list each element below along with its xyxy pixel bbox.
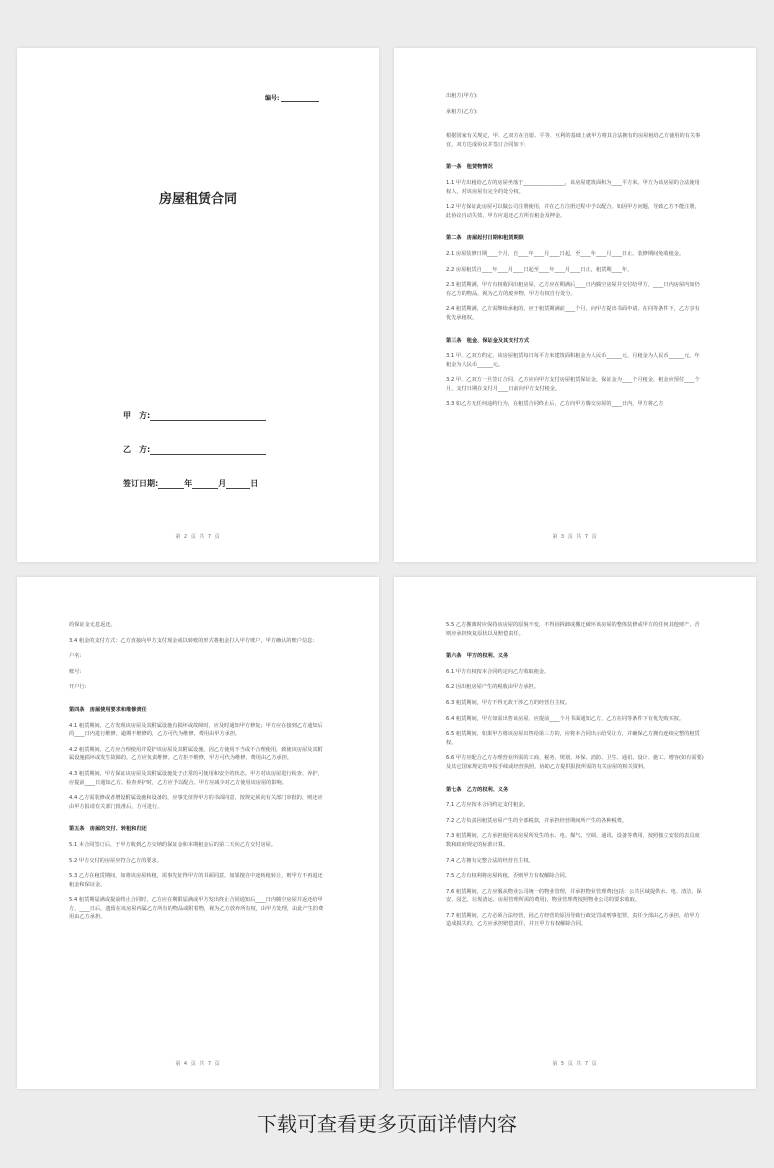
section-heading: 第六条 甲方的权利、义务: [446, 653, 509, 660]
paragraph: 5.5 乙方搬离时应保持该房屋的原貌不变，不得因拆卸或搬迁破坏该房屋的整体装修或甲方的任何其他财产，否则应承担恢复原状以及赔偿责任。: [446, 622, 700, 637]
paragraph: 户名:: [69, 653, 82, 660]
paragraph: 7.5 乙方有权利将房屋转租，否则甲方有权解除合同。: [446, 873, 571, 880]
serial-number-label: 编号:: [265, 95, 280, 102]
section-heading: 第七条 乙方的权利、义务: [446, 786, 509, 793]
serial-number-blank: [281, 101, 319, 102]
paragraph: 5.4 租赁期届满或提前终止合同时，乙方应在期限届满或甲方发出终止合同通知后____日内腾空房屋并返还给甲方，____日后，遗留在该房屋内属乙方所有的物品或附着物，视为乙方放弃所有权，由甲方处理，由此产生的费用由乙方承担。: [69, 897, 324, 921]
contract-page-3: [17, 577, 379, 1089]
sign-date-year: 年: [184, 479, 193, 488]
paragraph: 3.2 甲、乙双方一旦签订合同，乙方应向甲方支付房屋租赁保证金，保证金为____个月租金，租金应预付____个月，支付日期在支付月____日前向甲方支付租金。: [446, 377, 700, 392]
contract-page-4: [394, 577, 756, 1089]
page-number: 第 5 页 共 7 页: [552, 1061, 598, 1067]
section-heading: 第一条 租赁物情况: [446, 164, 493, 171]
party-b-signature: [123, 444, 266, 455]
paragraph: 2.3 租赁期满，甲方有权收回出租房屋，乙方应在期满后____日内腾空房屋并交付给甲方，____日内房屋内如仍有乙方的物品，视为乙方的废弃物，甲方有权自行处分。: [446, 282, 700, 297]
paragraph: 6.6 甲方应配合乙方办理营业所需的工商、税务、规划、环保、消防、卫生、通讯、设计、施工、增容(如有需要)及其它国家规定的申报手续或经营执照，协助乙方提供报批所需的有关房屋的相关资料。: [446, 755, 704, 770]
party-a-signature: [123, 410, 266, 421]
contract-page-cover: [17, 48, 379, 562]
paragraph: 出租方(甲方):: [446, 93, 478, 99]
paragraph: 3.3 如乙方无任何违约行为，在租赁合同终止后，乙方向甲方腾交房屋的____日内，甲方将乙方: [446, 401, 664, 408]
section-heading: 第三条 租金、保证金及其支付方式: [446, 337, 530, 344]
contract-page-2: [394, 48, 756, 562]
paragraph: 2.1 房屋装修日期____个月，自____年____月____日起，至____年____月____日止。装修期间免收租金。: [446, 250, 685, 257]
paragraph: 开户行:: [69, 684, 87, 691]
paragraph: 承租方(乙方):: [446, 108, 478, 115]
party-a-label: 甲 方:: [123, 411, 151, 420]
paragraph: 4.2 租赁期间，乙方应合理使用并爱护该房屋及其附属设施。因乙方使用不当或不合理使用，致使该房屋及其附属设施损坏或发生故障的，乙方应负责维修。乙方拒不维修，甲方可代为维修，费用由乙方承担。: [69, 746, 323, 762]
page-number: 第 4 页 共 7 页: [175, 1061, 221, 1067]
paragraph: 5.2 甲方交付的房屋应符合乙方的要求。: [69, 857, 162, 864]
page-number: 第 3 页 共 7 页: [552, 534, 598, 540]
serial-number-field: [265, 93, 319, 102]
page-number: 第 2 页 共 7 页: [175, 534, 221, 540]
paragraph: 3.4 租金的支付方式：乙方直接向甲方支付现金或以转账的形式将租金打入甲方账户，甲方确认的账户信息:: [69, 637, 315, 644]
paragraph: 根据国家有关规定，甲、乙双方在自愿、平等、互利的基础上就甲方将其合法拥有的房屋租给乙方使用的有关事宜，双方达成协议并签订合同如下:: [446, 133, 701, 148]
paragraph: 7.1 乙方应按本合同约定支付租金。: [446, 802, 529, 809]
paragraph: 2.2 房屋租赁自____年____月____日起至____年____月____日止，租赁期____年。: [446, 266, 633, 273]
paragraph: 6.5 租赁期间，如果甲方将该房屋出售给第三方的，应将本合同出示给受让方，并确保乙方拥有连续完整的租赁权。: [446, 731, 700, 746]
paragraph: 3.1 甲、乙双方约定，该房屋租赁每日每平方米建筑面积租金为人民币______元，月租金为人民币______元，年租金为人民币______元。: [446, 353, 700, 368]
sign-date-label: 签订日期:: [123, 479, 159, 488]
paragraph: 6.1 甲方有权按本合同约定向乙方收取租金。: [446, 668, 550, 675]
paragraph: 4.3 租赁期间，甲方保证该房屋及其附属设施处于正常的可使用和安全的状态。甲方对该房屋进行检查、养护，应提前____日通知乙方。检查养护时，乙方应予以配合。甲方应减少对乙方使用该房屋的影响。: [69, 770, 323, 786]
sign-date-month: 月: [218, 479, 227, 488]
section-heading: 第五条 房屋的交付、转租和归还: [69, 826, 147, 833]
party-b-label: 乙 方:: [123, 445, 151, 454]
section-heading: 第四条 房屋使用要求和维修责任: [69, 706, 147, 713]
paragraph: 7.3 租赁期间，乙方承担使用该房屋所发生的水、电、煤气、空调、通讯、设备等费用，按照独立安装的表具度数和政府规定的标准计算。: [446, 833, 700, 848]
paragraph: 7.2 乙方负责因租赁房屋产生的全部税款，并承担经营期间所产生的各种税费。: [446, 817, 628, 824]
paragraph: 6.4 租赁期间，甲方如需出售该房屋，应提前____个月书面通知乙方，乙方在同等条件下有优先购买权。: [446, 715, 685, 722]
paragraph: 7.7 租赁期间，乙方必须合法经营，因乙方经营的原因导致行政处罚或刑事犯罪，责任全部由乙方承担，给甲方造成损失的，乙方应承担赔偿责任，并且甲方有权解除合同。: [446, 912, 700, 928]
paragraph: 5.3 乙方在租赁期间，如将该房屋转租，需事先征得甲方的书面同意，如果擅自中途转租转让，则甲方不再退还租金和保证金。: [69, 873, 323, 888]
paragraph: 7.4 乙方拥有完整合法的经营自主权。: [446, 857, 534, 864]
paragraph: 1.1 甲方出租给乙方的房屋坐落于________________，该房屋建筑面积为____平方米。甲方为该房屋的合法使用权人，对该房屋有完全的处分权。: [446, 179, 700, 195]
page-body: [69, 621, 327, 929]
party-b-blank: [150, 445, 266, 455]
paragraph: 2.4 租赁期满，乙方需继续承租的，应于租赁期满前____个月，向甲方提出书面申请。在同等条件下，乙方享有优先承租权。: [446, 306, 700, 321]
paragraph: 7.6 租赁期间，乙方应服从物业公司统一的物业管理，并承担物业管理费(包括：公共区域提供水、电、清洁、保安、园艺、垃圾清运、房屋管理所需的费用)，物业管理费按照物业公司的要求收取。: [446, 888, 702, 904]
sign-date-day: 日: [250, 479, 259, 488]
document-title: 房屋租赁合同: [158, 192, 237, 207]
paragraph: 6.2 因出租房屋产生的税收由甲方承担。: [446, 684, 539, 691]
paragraph: 5.1 本合同签订后，于甲方收到乙方交纳的保证金和本期租金后的第二天向乙方交付房屋。: [69, 841, 277, 848]
download-caption: 下载可查看更多页面详情内容: [257, 1112, 517, 1136]
page-body: [446, 621, 704, 936]
page-body: [446, 92, 704, 416]
paragraph: 的保证金无息返还。: [69, 622, 116, 628]
section-heading: 第二条 房屋起付日期和租赁期限: [446, 235, 524, 242]
paragraph: 4.4 乙方需装修或者增设附属设施和设备的，应事先征得甲方的书面同意，按规定须向有关部门审批的，则还应由甲方报请有关部门批准后，方可进行。: [69, 795, 323, 810]
paragraph: 账号:: [69, 668, 82, 675]
sign-date: [123, 478, 258, 489]
paragraph: 6.3 租赁期间，甲方不得无故干涉乙方的经营自主权。: [446, 699, 571, 706]
party-a-blank: [150, 411, 266, 421]
paragraph: 1.2 甲方保证此房屋可以做公司注册使用，并在乙方注册过程中予以配合。如因甲方问题，导致乙方不能注册，此协议自动失效，甲方应退还乙方所有租金及押金。: [446, 204, 700, 219]
paragraph: 4.1 租赁期间，乙方发现该房屋及其附属设施有损坏或故障时，应及时通知甲方修复；甲方应在接到乙方通知后的____日内进行维修。逾期不维修的，乙方可代为维修，费用由甲方承担。: [69, 722, 323, 738]
